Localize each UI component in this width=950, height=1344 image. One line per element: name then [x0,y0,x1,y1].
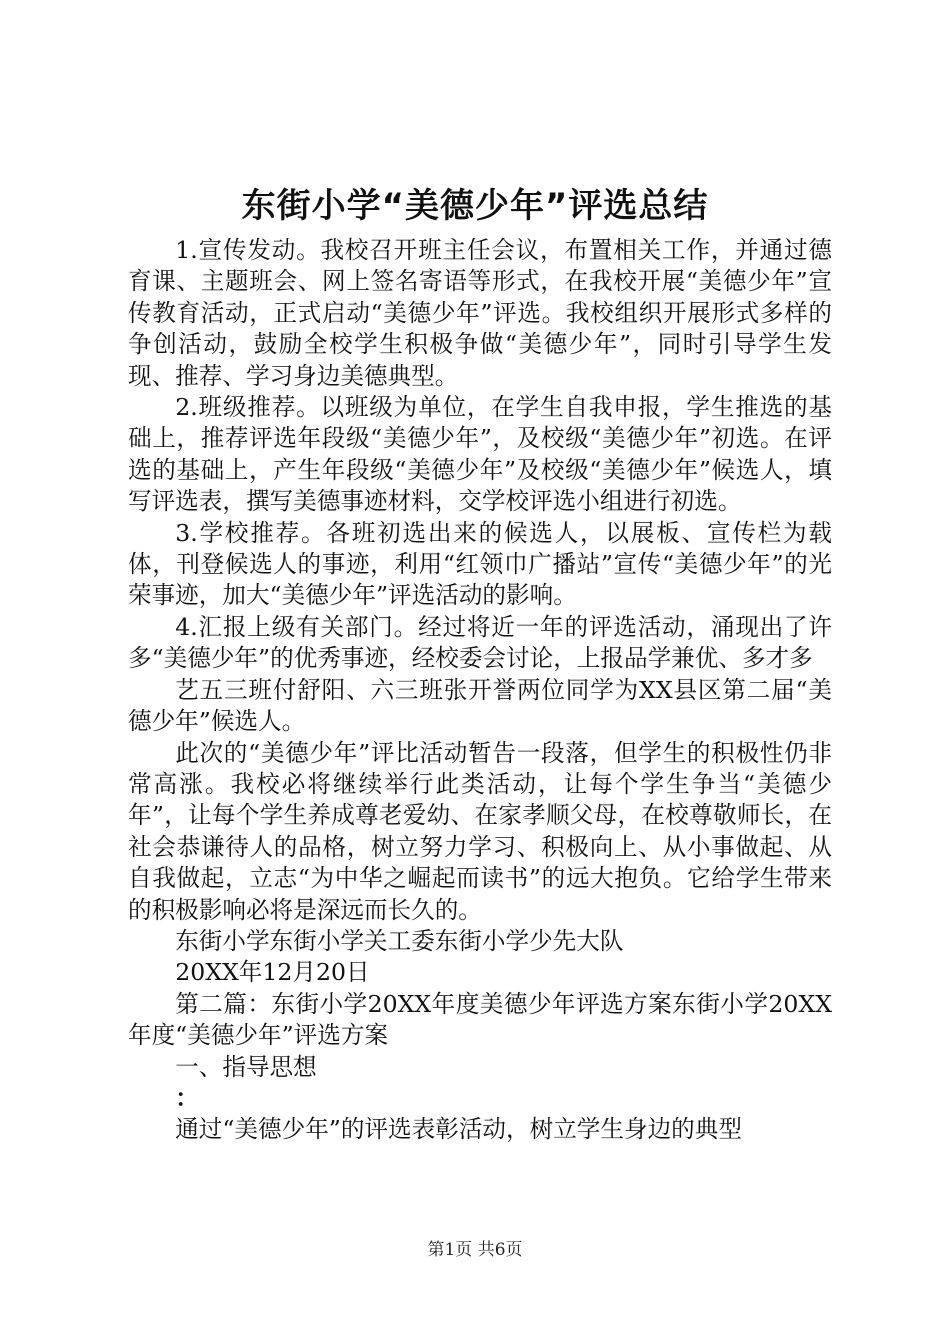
paragraph-school-recommendation: 3.学校推荐。各班初选出来的候选人，以展板、宣传栏为载体，刊登候选人的事迹，利用“红领巾广播站”宣传“美德少年”的光荣事迹，加大“美德少年”评选活动的影响。 [128,518,832,610]
section-heading-guiding-ideology: 一、指导思想 [175,1052,317,1081]
paragraph-candidates: 艺五三班付舒阳、六三班张开誉两位同学为XX县区第二届“美德少年”候选人。 [128,675,832,736]
signature-organizations: 东街小学东街小学关工委东街小学少先大队 [175,926,624,955]
signature-date: 20XX年12月20日 [175,958,370,987]
paragraph-publicity: 1.宣传发动。我校召开班主任会议，布置相关工作，并通过德育课、主题班会、网上签名寄语等形式，在我校开展“美德少年”宣传教育活动，正式启动“美德少年”评选。我校组织开展形式多样的争创活动，鼓励全校学生积极争做“美德少年”，同时引导学生发现、推荐、学习身边美德典型。 [128,236,832,390]
paragraph-guiding-ideology: 通过“美德少年”的评选表彰活动，树立学生身边的典型 [175,1115,742,1144]
paragraph-conclusion: 此次的“美德少年”评比活动暂告一段落，但学生的积极性仍非常高涨。我校必将继续举行此类活动，让每个学生争当“美德少年”，让每个学生养成尊老爱幼、在家孝顺父母，在校尊敬师长，在社会恭谦待人的品格，树立努力学习、积极向上、从小事做起、从自我做起，立志“为中华之崛起而读书”的远大抱负。它给学生带来的积极影响必将是深远而长久的。 [128,738,832,924]
document-body [128,235,832,1146]
document-title: 东街小学“美德少年”评选总结 [241,186,709,226]
colon-line: ： [175,1083,199,1112]
page-number: 第1页 共6页 [427,1240,523,1260]
paragraph-report-upward: 4.汇报上级有关部门。经过将近一年的评选活动，涌现出了许多“美德少年”的优秀事迹，经校委会讨论，上报品学兼优、多才多 [128,612,832,673]
paragraph-class-recommendation: 2.班级推荐。以班级为单位，在学生自我申报，学生推选的基础上，推荐评选年段级“美德少年”，及校级“美德少年”初选。在评选的基础上，产生年段级“美德少年”及校级“美德少年”候选人，填写评选表，撰写美德事迹材料，交学校评选小组进行初选。 [128,393,832,516]
section-heading-part-two: 第二篇：东街小学20XX年度美德少年评选方案东街小学20XX年度“美德少年”评选方案 [128,989,832,1050]
